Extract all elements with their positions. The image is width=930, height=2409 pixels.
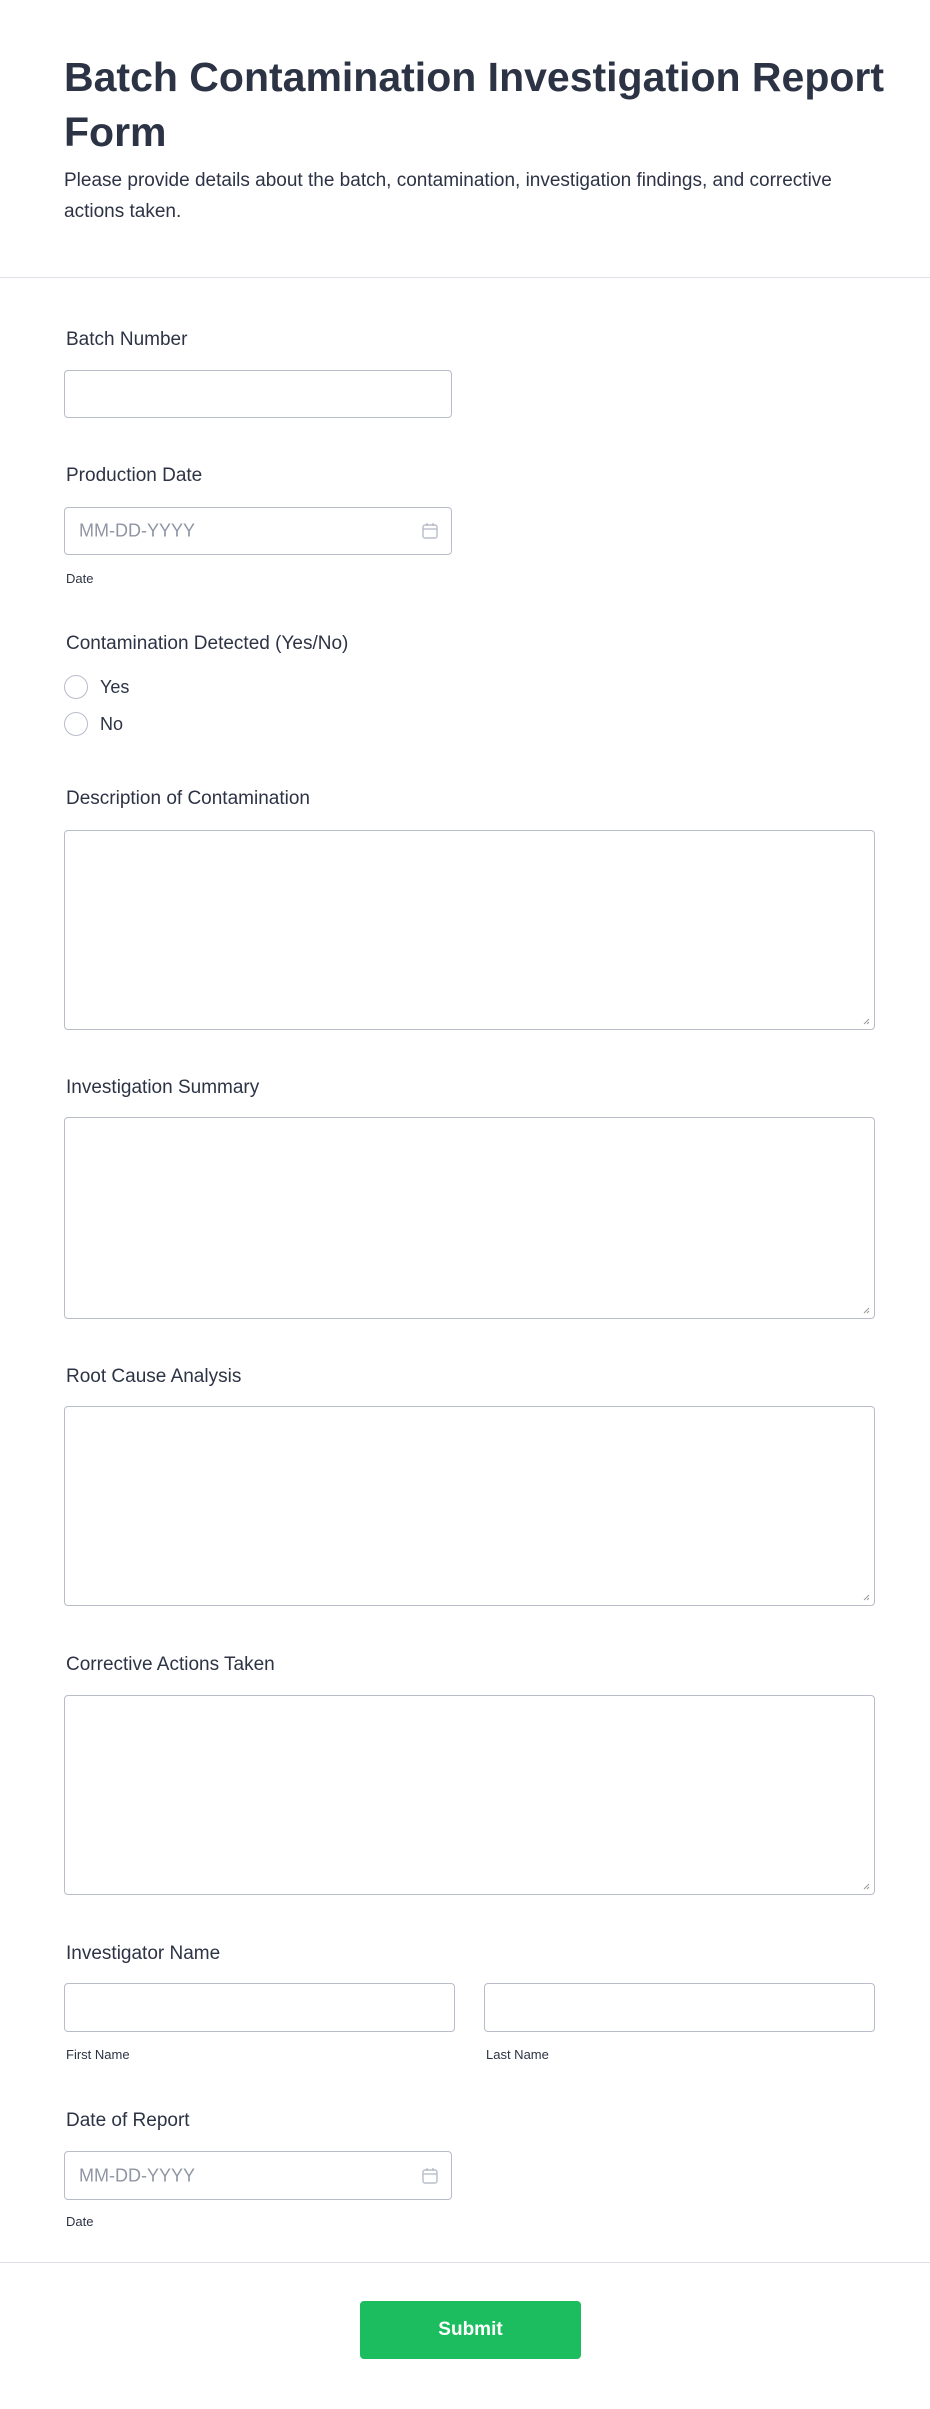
calendar-icon[interactable] bbox=[421, 522, 439, 540]
first-name-input[interactable] bbox=[64, 1983, 455, 2032]
corrective-actions-textarea[interactable] bbox=[64, 1695, 875, 1895]
header-divider bbox=[0, 277, 930, 278]
production-date-sublabel: Date bbox=[66, 571, 94, 586]
root-cause-label: Root Cause Analysis bbox=[66, 1366, 242, 1387]
resize-handle-icon[interactable] bbox=[862, 1882, 870, 1890]
radio-no-label[interactable]: No bbox=[100, 714, 124, 734]
investigation-summary-textarea[interactable] bbox=[64, 1117, 875, 1319]
root-cause-textarea[interactable] bbox=[64, 1406, 875, 1606]
date-of-report-sublabel: Date bbox=[66, 2214, 94, 2229]
submit-button[interactable]: Submit bbox=[360, 2301, 581, 2359]
production-date-placeholder: MM-DD-YYYY bbox=[79, 520, 195, 541]
date-of-report-input[interactable] bbox=[64, 2151, 452, 2200]
resize-handle-icon[interactable] bbox=[862, 1306, 870, 1314]
radio-yes[interactable] bbox=[64, 675, 88, 699]
investigator-name-label: Investigator Name bbox=[66, 1943, 221, 1964]
description-textarea[interactable] bbox=[64, 830, 875, 1030]
radio-yes-label[interactable]: Yes bbox=[100, 677, 130, 697]
first-name-sublabel: First Name bbox=[66, 2047, 130, 2062]
resize-handle-icon[interactable] bbox=[862, 1593, 870, 1601]
form-subtitle: Please provide details about the batch, contamination, investigation findings, and corrective actions taken. bbox=[64, 170, 832, 222]
production-date-label: Production Date bbox=[66, 465, 203, 486]
corrective-actions-label: Corrective Actions Taken bbox=[66, 1654, 275, 1675]
last-name-sublabel: Last Name bbox=[486, 2047, 549, 2062]
batch-number-input[interactable] bbox=[64, 370, 452, 418]
calendar-icon[interactable] bbox=[421, 2167, 439, 2185]
investigation-summary-label: Investigation Summary bbox=[66, 1077, 260, 1098]
date-of-report-placeholder: MM-DD-YYYY bbox=[79, 2165, 195, 2185]
radio-no[interactable] bbox=[64, 712, 88, 736]
contamination-detected-label: Contamination Detected (Yes/No) bbox=[66, 633, 349, 654]
description-label: Description of Contamination bbox=[66, 788, 310, 809]
production-date-input[interactable] bbox=[64, 507, 452, 555]
footer-divider bbox=[0, 2262, 930, 2263]
date-of-report-label: Date of Report bbox=[66, 2110, 190, 2131]
resize-handle-icon[interactable] bbox=[862, 1017, 870, 1025]
last-name-input[interactable] bbox=[484, 1983, 875, 2032]
form-title: Batch Contamination Investigation Report Form bbox=[64, 54, 885, 155]
batch-number-label: Batch Number bbox=[66, 329, 188, 350]
